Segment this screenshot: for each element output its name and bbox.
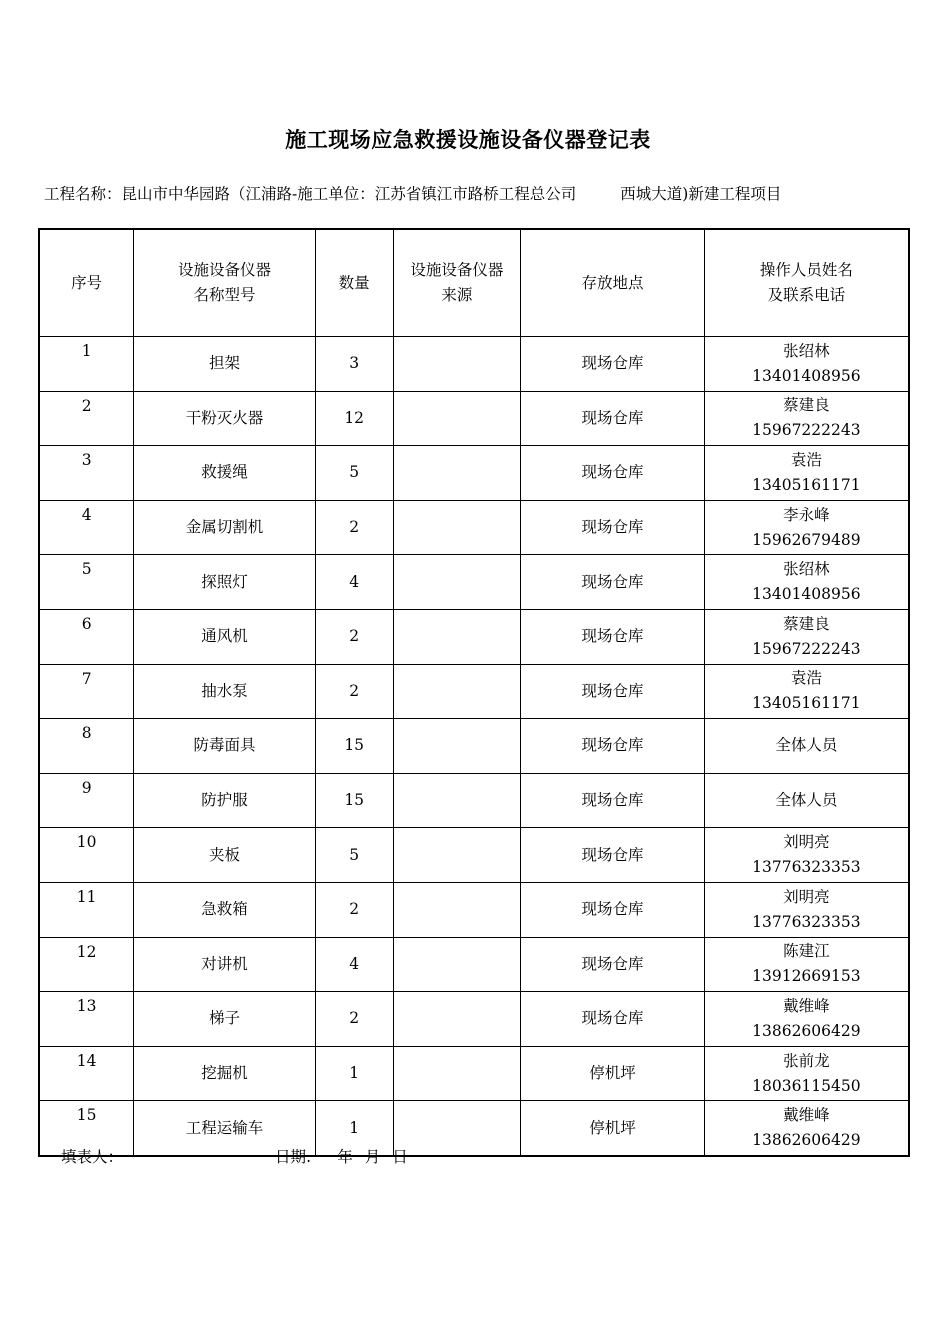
operator-name: 戴维峰 (783, 996, 830, 1015)
operator-phone: 13401408956 (752, 585, 861, 604)
operator-phone: 13401408956 (752, 366, 861, 385)
date-day: 日 (392, 1148, 408, 1166)
operator-name: 全体人员 (775, 736, 838, 755)
table-row (39, 773, 909, 828)
operator-name: 刘明亮 (783, 887, 830, 906)
project-name-part-a: 昆山市中华园路（江浦路- (121, 185, 298, 203)
operator-name: 戴维峰 (783, 1106, 830, 1125)
cell-equipment-name: 抽水泵 (134, 664, 316, 719)
cell-operator-contact (704, 828, 909, 883)
cell-source (393, 664, 521, 719)
cell-operator-contact (704, 609, 909, 664)
cell-quantity: 2 (315, 664, 393, 719)
cell-operator-contact (704, 1046, 909, 1101)
cell-quantity: 5 (315, 446, 393, 501)
date-label: 日期: (275, 1148, 312, 1166)
table-row (39, 828, 909, 883)
header-quantity: 数量 (315, 229, 393, 337)
cell-equipment-name: 救援绳 (134, 446, 316, 501)
cell-source (393, 937, 521, 992)
cell-source (393, 719, 521, 774)
operator-name: 张绍林 (783, 341, 830, 360)
table-header-row (39, 229, 909, 337)
date-month: 月 (364, 1148, 381, 1166)
cell-location: 现场仓库 (521, 828, 705, 883)
cell-location: 现场仓库 (521, 992, 705, 1047)
date-year: 年 (337, 1148, 353, 1166)
filler-label: 填表人： (61, 1148, 124, 1166)
cell-source (393, 992, 521, 1047)
cell-equipment-name: 金属切割机 (134, 500, 316, 555)
operator-name: 袁浩 (790, 450, 822, 469)
operator-name: 蔡建良 (783, 396, 830, 415)
cell-quantity: 4 (315, 937, 393, 992)
cell-location: 现场仓库 (521, 555, 705, 610)
cell-location: 现场仓库 (521, 337, 705, 392)
cell-equipment-name: 对讲机 (134, 937, 316, 992)
operator-name: 张绍林 (783, 560, 830, 579)
cell-location: 现场仓库 (521, 500, 705, 555)
cell-quantity: 2 (315, 992, 393, 1047)
cell-equipment-name: 夹板 (134, 828, 316, 883)
cell-operator-contact (704, 664, 909, 719)
operator-phone: 13776323353 (752, 912, 861, 931)
cell-location: 停机坪 (521, 1046, 705, 1101)
cell-quantity: 1 (315, 1101, 393, 1156)
project-label: 工程名称： (44, 185, 122, 203)
header-serial: 序号 (39, 229, 134, 337)
operator-name: 李永峰 (783, 505, 830, 524)
cell-equipment-name: 担架 (134, 337, 316, 392)
cell-source (393, 1046, 521, 1101)
table-row (39, 664, 909, 719)
equipment-register-table (38, 228, 910, 1157)
cell-source (393, 555, 521, 610)
operator-name: 张前龙 (783, 1051, 830, 1070)
cell-serial: 15 (39, 1101, 134, 1156)
cell-quantity: 12 (315, 391, 393, 446)
cell-location: 现场仓库 (521, 719, 705, 774)
cell-source (393, 828, 521, 883)
operator-phone: 15967222243 (752, 639, 861, 658)
table-row (39, 719, 909, 774)
operator-phone: 13862606429 (752, 1131, 861, 1150)
operator-name: 袁浩 (790, 669, 822, 688)
cell-serial: 8 (39, 719, 134, 774)
operator-name: 蔡建良 (783, 614, 830, 633)
cell-operator-contact (704, 992, 909, 1047)
cell-location: 现场仓库 (521, 609, 705, 664)
cell-quantity: 2 (315, 609, 393, 664)
cell-serial: 11 (39, 882, 134, 937)
cell-operator-contact (704, 882, 909, 937)
cell-equipment-name: 防毒面具 (134, 719, 316, 774)
cell-quantity: 5 (315, 828, 393, 883)
cell-operator-contact (704, 446, 909, 501)
cell-location: 现场仓库 (521, 446, 705, 501)
header-operator-contact: 操作人员姓名 及联系电话 (704, 229, 909, 337)
operator-phone: 15962679489 (752, 530, 861, 549)
table-row (39, 337, 909, 392)
cell-equipment-name: 通风机 (134, 609, 316, 664)
project-name-part-b: 西城大道)新建工程项目 (620, 185, 782, 203)
cell-source (393, 882, 521, 937)
table-row (39, 882, 909, 937)
table-row (39, 609, 909, 664)
cell-quantity: 1 (315, 1046, 393, 1101)
table-row (39, 446, 909, 501)
table-row (39, 500, 909, 555)
cell-equipment-name: 干粉灭火器 (134, 391, 316, 446)
cell-quantity: 3 (315, 337, 393, 392)
unit-label: 施工单位： (297, 185, 375, 203)
cell-serial: 3 (39, 446, 134, 501)
cell-operator-contact (704, 555, 909, 610)
cell-location: 现场仓库 (521, 882, 705, 937)
cell-location: 现场仓库 (521, 773, 705, 828)
cell-quantity: 2 (315, 500, 393, 555)
cell-operator-contact (704, 500, 909, 555)
cell-serial: 1 (39, 337, 134, 392)
operator-phone: 13862606429 (752, 1021, 861, 1040)
operator-name: 刘明亮 (783, 833, 830, 852)
header-location: 存放地点 (521, 229, 705, 337)
cell-location: 现场仓库 (521, 664, 705, 719)
operator-phone: 15967222243 (752, 421, 861, 440)
operator-name: 全体人员 (775, 791, 838, 810)
operator-phone: 13405161171 (752, 475, 861, 494)
cell-equipment-name: 梯子 (134, 992, 316, 1047)
cell-equipment-name: 急救箱 (134, 882, 316, 937)
operator-phone: 13912669153 (752, 967, 861, 986)
operator-phone: 13405161171 (752, 694, 861, 713)
cell-source (393, 609, 521, 664)
cell-serial: 6 (39, 609, 134, 664)
form-footer (61, 1145, 408, 1167)
cell-quantity: 2 (315, 882, 393, 937)
document-title: 施工现场应急救援设施设备仪器登记表 (285, 128, 651, 152)
cell-source (393, 391, 521, 446)
table-row (39, 937, 909, 992)
cell-operator-contact (704, 391, 909, 446)
cell-equipment-name: 探照灯 (134, 555, 316, 610)
cell-quantity: 15 (315, 773, 393, 828)
cell-equipment-name: 挖掘机 (134, 1046, 316, 1101)
table-row (39, 1046, 909, 1101)
cell-operator-contact (704, 337, 909, 392)
cell-quantity: 15 (315, 719, 393, 774)
operator-name: 陈建江 (783, 942, 830, 961)
cell-equipment-name: 防护服 (134, 773, 316, 828)
cell-source (393, 337, 521, 392)
cell-serial: 2 (39, 391, 134, 446)
cell-serial: 10 (39, 828, 134, 883)
cell-equipment-name: 工程运输车 (134, 1101, 316, 1156)
cell-source (393, 773, 521, 828)
cell-location: 现场仓库 (521, 391, 705, 446)
cell-serial: 12 (39, 937, 134, 992)
cell-operator-contact (704, 1101, 909, 1156)
operator-phone: 18036115450 (752, 1076, 861, 1095)
cell-operator-contact (704, 937, 909, 992)
cell-source (393, 446, 521, 501)
cell-serial: 9 (39, 773, 134, 828)
table-row (39, 555, 909, 610)
cell-operator-contact (704, 719, 909, 774)
cell-quantity: 4 (315, 555, 393, 610)
unit-name: 江苏省镇江市路桥工程总公司 (374, 185, 577, 203)
header-source: 设施设备仪器 来源 (393, 229, 521, 337)
table-row (39, 391, 909, 446)
cell-location: 停机坪 (521, 1101, 705, 1156)
cell-source (393, 1101, 521, 1156)
cell-serial: 7 (39, 664, 134, 719)
table-row (39, 992, 909, 1047)
cell-serial: 14 (39, 1046, 134, 1101)
cell-location: 现场仓库 (521, 937, 705, 992)
cell-serial: 13 (39, 992, 134, 1047)
operator-phone: 13776323353 (752, 858, 861, 877)
cell-source (393, 500, 521, 555)
cell-serial: 5 (39, 555, 134, 610)
cell-operator-contact (704, 773, 909, 828)
project-info-line (44, 182, 781, 204)
cell-serial: 4 (39, 500, 134, 555)
header-equipment-name: 设施设备仪器 名称型号 (134, 229, 316, 337)
